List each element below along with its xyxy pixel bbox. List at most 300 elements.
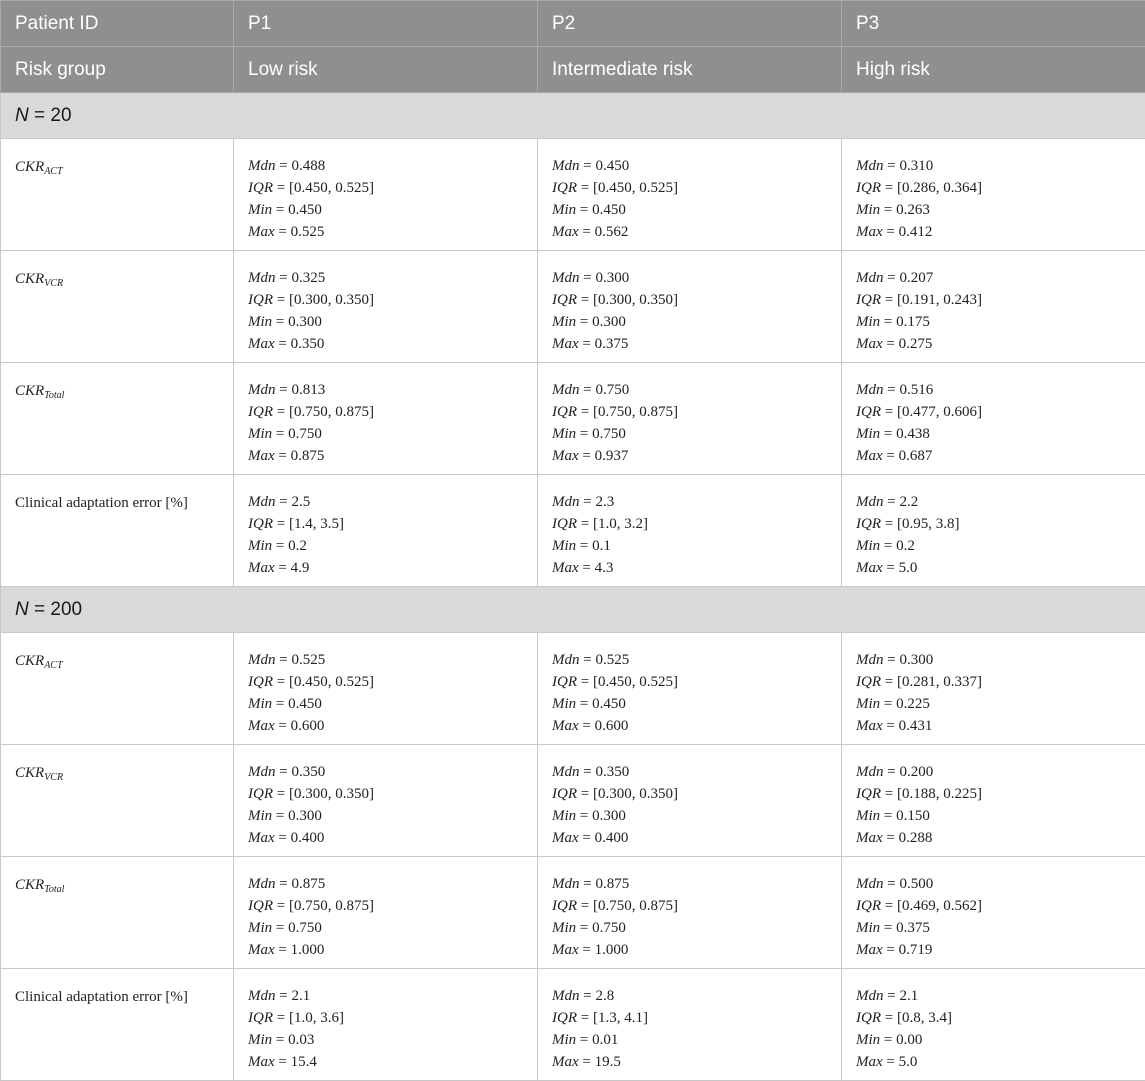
stat-value: = 0.500: [884, 876, 934, 892]
stat-max: [552, 827, 827, 849]
table-row: [1, 139, 1145, 251]
stat-max: [552, 557, 827, 579]
stat-key: Min: [856, 538, 880, 554]
stat-median: [552, 155, 827, 177]
stat-max: [552, 333, 827, 355]
stat-value: = 0.150: [880, 808, 930, 824]
table-header: [1, 1, 1145, 93]
stat-value: = 0.750: [576, 920, 626, 936]
stat-max: [248, 827, 523, 849]
stat-key: IQR: [856, 786, 881, 802]
stat-key: Max: [552, 224, 579, 240]
stat-value: = 0.288: [883, 830, 933, 846]
stat-value: = 1.000: [275, 942, 325, 958]
stat-min: [248, 535, 523, 557]
stat-key: Mdn: [856, 158, 884, 174]
stat-value: = 0.375: [579, 336, 629, 352]
stat-key: IQR: [248, 674, 273, 690]
stat-key: IQR: [856, 1010, 881, 1026]
stat-key: IQR: [552, 786, 577, 802]
stat-key: Min: [248, 314, 272, 330]
stat-iqr: [248, 401, 523, 423]
stat-min: [248, 423, 523, 445]
stat-value: = [0.281, 0.337]: [881, 674, 982, 690]
stat-value: = 0.2: [880, 538, 915, 554]
stat-value: = [0.750, 0.875]: [273, 404, 374, 420]
stat-value: = [0.95, 3.8]: [881, 516, 959, 532]
stat-value: = 1.000: [579, 942, 629, 958]
stat-value: = 0.450: [576, 696, 626, 712]
stat-min: [856, 805, 1131, 827]
stat-value: = 0.488: [276, 158, 326, 174]
stat-median: [552, 761, 827, 783]
stat-value: = [0.8, 3.4]: [881, 1010, 952, 1026]
stat-key: Min: [552, 696, 576, 712]
stat-value: = 0.516: [884, 382, 934, 398]
stat-cell: [842, 251, 1145, 363]
stat-value: = 0.325: [276, 270, 326, 286]
table-row: [1, 745, 1145, 857]
stat-key: IQR: [552, 516, 577, 532]
stat-cell: [842, 139, 1145, 251]
stat-median: [248, 761, 523, 783]
stat-cell: [842, 857, 1145, 969]
stat-value: = [0.450, 0.525]: [273, 674, 374, 690]
header-cell: Intermediate risk: [538, 47, 842, 93]
stat-cell: [538, 857, 842, 969]
stat-cell: [538, 251, 842, 363]
stat-iqr: [248, 177, 523, 199]
stat-max: [552, 445, 827, 467]
stat-key: Mdn: [552, 652, 580, 668]
stat-max: [248, 557, 523, 579]
stat-key: Min: [552, 314, 576, 330]
stat-median: [856, 491, 1131, 513]
stat-key: Max: [248, 830, 275, 846]
stat-value: = 4.3: [579, 560, 614, 576]
stat-median: [856, 379, 1131, 401]
stat-min: [552, 535, 827, 557]
stat-key: Min: [552, 920, 576, 936]
stat-key: IQR: [552, 292, 577, 308]
stat-key: Max: [248, 336, 275, 352]
stat-value: = [0.286, 0.364]: [881, 180, 982, 196]
stat-cell: [234, 745, 538, 857]
stat-key: Mdn: [248, 988, 276, 1004]
stat-key: Min: [248, 538, 272, 554]
stat-value: = 0.300: [272, 808, 322, 824]
stat-key: Mdn: [248, 382, 276, 398]
stat-value: = 0.200: [884, 764, 934, 780]
stat-key: IQR: [856, 674, 881, 690]
stat-key: Max: [248, 942, 275, 958]
stat-iqr: [248, 1007, 523, 1029]
group-label: [1, 587, 1145, 633]
stat-value: = [1.0, 3.6]: [273, 1010, 344, 1026]
stat-value: = 0.400: [275, 830, 325, 846]
stat-key: Max: [248, 718, 275, 734]
stat-min: [856, 693, 1131, 715]
stat-cell: [842, 475, 1145, 587]
stat-median: [248, 155, 523, 177]
stat-value: = [0.450, 0.525]: [577, 180, 678, 196]
stat-cell: [538, 475, 842, 587]
header-row-patient-id: [1, 1, 1145, 47]
stat-cell: [538, 363, 842, 475]
stat-median: [856, 649, 1131, 671]
stat-key: Mdn: [248, 158, 276, 174]
stat-value: = 0.300: [272, 314, 322, 330]
group-header-row: [1, 587, 1145, 633]
stat-key: Min: [856, 808, 880, 824]
stat-value: = 0.300: [576, 314, 626, 330]
stat-key: Max: [248, 448, 275, 464]
stat-key: IQR: [856, 898, 881, 914]
stat-key: Min: [552, 1032, 576, 1048]
stat-value: = 0.450: [580, 158, 630, 174]
stat-key: Max: [552, 560, 579, 576]
stat-value: = 0.525: [276, 652, 326, 668]
header-row-risk-group: [1, 47, 1145, 93]
row-label: [1, 363, 234, 475]
stat-value: = [1.0, 3.2]: [577, 516, 648, 532]
stat-iqr: [856, 1007, 1131, 1029]
stat-value: = 2.1: [276, 988, 311, 1004]
stat-value: = 0.03: [272, 1032, 314, 1048]
stat-max: [552, 715, 827, 737]
stat-key: Max: [856, 336, 883, 352]
row-label-subscript: VCR: [44, 278, 63, 289]
stat-key: Max: [856, 448, 883, 464]
stat-value: = 4.9: [275, 560, 310, 576]
stat-iqr: [552, 513, 827, 535]
stat-max: [248, 939, 523, 961]
stat-min: [856, 1029, 1131, 1051]
stat-value: = 0.750: [580, 382, 630, 398]
row-label: [1, 475, 234, 587]
stat-max: [248, 445, 523, 467]
stat-iqr: [552, 783, 827, 805]
stat-value: = 0.350: [276, 764, 326, 780]
stat-iqr: [552, 401, 827, 423]
stat-value: = 0.412: [883, 224, 933, 240]
stat-key: Mdn: [856, 876, 884, 892]
row-label-text: Clinical adaptation error [%]: [15, 495, 188, 511]
stat-iqr: [248, 671, 523, 693]
stat-max: [856, 715, 1131, 737]
stat-min: [248, 805, 523, 827]
stat-iqr: [856, 671, 1131, 693]
row-label: [1, 139, 234, 251]
stat-cell: [842, 745, 1145, 857]
row-label: [1, 969, 234, 1081]
stat-key: IQR: [248, 404, 273, 420]
stat-max: [552, 221, 827, 243]
stat-median: [856, 155, 1131, 177]
stat-value: = [1.3, 4.1]: [577, 1010, 648, 1026]
stat-value: = 0.750: [576, 426, 626, 442]
stat-iqr: [856, 401, 1131, 423]
stat-median: [552, 985, 827, 1007]
stat-key: IQR: [248, 786, 273, 802]
stat-value: = 0.300: [576, 808, 626, 824]
stat-value: = [1.4, 3.5]: [273, 516, 344, 532]
header-cell: Low risk: [234, 47, 538, 93]
stat-value: = [0.750, 0.875]: [273, 898, 374, 914]
stat-key: IQR: [248, 180, 273, 196]
stat-key: Max: [248, 560, 275, 576]
stat-iqr: [856, 895, 1131, 917]
stat-iqr: [552, 1007, 827, 1029]
stat-value: = 0.600: [579, 718, 629, 734]
stat-value: = 0.687: [883, 448, 933, 464]
stat-max: [552, 939, 827, 961]
stat-key: Mdn: [248, 652, 276, 668]
stat-key: Max: [856, 224, 883, 240]
stat-value: = 0.450: [272, 202, 322, 218]
stat-median: [248, 649, 523, 671]
stat-min: [856, 423, 1131, 445]
stat-key: Min: [248, 426, 272, 442]
stat-value: = [0.450, 0.525]: [273, 180, 374, 196]
stat-value: = 0.400: [579, 830, 629, 846]
group-header-row: [1, 93, 1145, 139]
table-row: [1, 857, 1145, 969]
stat-value: = [0.300, 0.350]: [577, 292, 678, 308]
row-label: [1, 857, 234, 969]
stat-cell: [234, 363, 538, 475]
stat-cell: [538, 139, 842, 251]
stat-min: [248, 1029, 523, 1051]
stat-key: Min: [856, 202, 880, 218]
stat-iqr: [552, 895, 827, 917]
stat-key: Mdn: [552, 494, 580, 510]
stat-min: [248, 693, 523, 715]
stat-key: Min: [856, 920, 880, 936]
stat-key: IQR: [248, 1010, 273, 1026]
stat-median: [552, 649, 827, 671]
stat-key: Mdn: [856, 764, 884, 780]
stat-key: Max: [552, 336, 579, 352]
stat-value: = 0.875: [275, 448, 325, 464]
stat-value: = 0.263: [880, 202, 930, 218]
stat-key: IQR: [856, 180, 881, 196]
stat-value: = 0.175: [880, 314, 930, 330]
stat-cell: [842, 633, 1145, 745]
stat-key: Max: [856, 1054, 883, 1070]
row-label-subscript: ACT: [44, 166, 62, 177]
stat-median: [856, 761, 1131, 783]
stat-key: IQR: [552, 180, 577, 196]
stat-value: = 0.300: [580, 270, 630, 286]
stat-min: [552, 423, 827, 445]
stat-key: Max: [552, 448, 579, 464]
stat-cell: [842, 969, 1145, 1081]
stat-value: = [0.191, 0.243]: [881, 292, 982, 308]
stat-value: = [0.300, 0.350]: [273, 292, 374, 308]
stat-key: Min: [552, 426, 576, 442]
stat-cell: [234, 139, 538, 251]
stat-cell: [538, 745, 842, 857]
stat-value: = [0.750, 0.875]: [577, 898, 678, 914]
group-n-value: = 20: [34, 105, 72, 126]
header-cell: P3: [842, 1, 1145, 47]
stat-value: = 0.750: [272, 920, 322, 936]
stat-value: = 0.719: [883, 942, 933, 958]
stat-key: IQR: [552, 898, 577, 914]
group-label: [1, 93, 1145, 139]
stat-iqr: [248, 513, 523, 535]
stat-median: [856, 873, 1131, 895]
stat-iqr: [856, 177, 1131, 199]
stat-max: [856, 557, 1131, 579]
stat-key: Max: [856, 718, 883, 734]
stat-value: = 0.450: [272, 696, 322, 712]
stat-key: Min: [856, 314, 880, 330]
stat-iqr: [552, 671, 827, 693]
stat-value: = 0.350: [580, 764, 630, 780]
stat-key: Mdn: [248, 270, 276, 286]
stat-key: Mdn: [552, 988, 580, 1004]
group-n-label: N: [15, 599, 29, 620]
stat-key: Min: [552, 538, 576, 554]
group-n-value: = 200: [34, 599, 82, 620]
stat-value: = 5.0: [883, 560, 918, 576]
row-label-base: CKR: [15, 765, 44, 781]
stat-key: Max: [552, 942, 579, 958]
stat-cell: [234, 475, 538, 587]
stat-max: [856, 1051, 1131, 1073]
stat-value: = 0.600: [275, 718, 325, 734]
stat-value: = 0.525: [275, 224, 325, 240]
stat-value: = 0.225: [880, 696, 930, 712]
table-row: [1, 251, 1145, 363]
stat-median: [248, 379, 523, 401]
stat-value: = 2.8: [580, 988, 615, 1004]
stat-value: = 0.937: [579, 448, 629, 464]
stat-min: [856, 917, 1131, 939]
stat-value: = 0.750: [272, 426, 322, 442]
stat-key: IQR: [248, 292, 273, 308]
stat-cell: [538, 969, 842, 1081]
stat-key: Min: [248, 1032, 272, 1048]
stat-key: Max: [248, 224, 275, 240]
header-cell: Patient ID: [1, 1, 234, 47]
stat-cell: [234, 633, 538, 745]
stat-key: Max: [552, 1054, 579, 1070]
stat-max: [248, 1051, 523, 1073]
row-label-subscript: Total: [44, 884, 64, 895]
stat-key: Min: [856, 696, 880, 712]
stat-value: = 0.431: [883, 718, 933, 734]
stat-max: [856, 827, 1131, 849]
stat-key: Min: [248, 920, 272, 936]
stat-value: = 2.2: [884, 494, 919, 510]
stat-value: = 0.207: [884, 270, 934, 286]
stat-key: Mdn: [856, 270, 884, 286]
stat-key: Min: [856, 1032, 880, 1048]
table-body: [1, 93, 1145, 1081]
row-label-base: CKR: [15, 383, 44, 399]
stat-iqr: [552, 177, 827, 199]
stat-key: Min: [552, 202, 576, 218]
stat-key: IQR: [248, 516, 273, 532]
row-label-base: CKR: [15, 159, 44, 175]
stat-value: = 0.525: [580, 652, 630, 668]
stat-min: [552, 1029, 827, 1051]
stat-value: = 0.300: [884, 652, 934, 668]
stat-iqr: [552, 289, 827, 311]
stat-key: Mdn: [552, 876, 580, 892]
stat-min: [552, 311, 827, 333]
stat-value: = 2.5: [276, 494, 311, 510]
stat-median: [248, 267, 523, 289]
stat-value: = 0.875: [276, 876, 326, 892]
stat-cell: [234, 857, 538, 969]
stat-max: [248, 715, 523, 737]
stat-min: [248, 311, 523, 333]
stat-value: = 0.01: [576, 1032, 618, 1048]
row-label: [1, 633, 234, 745]
stat-value: = 0.275: [883, 336, 933, 352]
stat-value: = 0.310: [884, 158, 934, 174]
stat-key: IQR: [552, 1010, 577, 1026]
table-row: [1, 969, 1145, 1081]
stat-value: = 5.0: [883, 1054, 918, 1070]
stat-key: Mdn: [552, 764, 580, 780]
stat-key: Min: [248, 696, 272, 712]
stat-value: = [0.750, 0.875]: [577, 404, 678, 420]
stat-value: = 0.2: [272, 538, 307, 554]
stat-value: = 2.1: [884, 988, 919, 1004]
stat-iqr: [856, 289, 1131, 311]
stat-key: IQR: [552, 674, 577, 690]
stat-key: Max: [552, 830, 579, 846]
row-label-base: CKR: [15, 653, 44, 669]
stat-min: [856, 535, 1131, 557]
stat-value: = 0.00: [880, 1032, 922, 1048]
stat-min: [248, 199, 523, 221]
stat-iqr: [248, 895, 523, 917]
stat-max: [856, 445, 1131, 467]
table-row: [1, 633, 1145, 745]
header-cell: Risk group: [1, 47, 234, 93]
stat-key: Mdn: [856, 494, 884, 510]
stat-value: = [0.477, 0.606]: [881, 404, 982, 420]
stat-cell: [234, 969, 538, 1081]
stat-median: [248, 873, 523, 895]
table-row: [1, 475, 1145, 587]
stat-value: = 0.350: [275, 336, 325, 352]
stat-key: Mdn: [856, 382, 884, 398]
stat-min: [856, 311, 1131, 333]
stat-max: [248, 333, 523, 355]
stat-iqr: [856, 783, 1131, 805]
stat-value: = [0.469, 0.562]: [881, 898, 982, 914]
stat-key: Mdn: [552, 158, 580, 174]
stat-median: [552, 267, 827, 289]
stat-key: Max: [248, 1054, 275, 1070]
stat-value: = 2.3: [580, 494, 615, 510]
stat-max: [856, 333, 1131, 355]
stat-max: [248, 221, 523, 243]
stat-key: IQR: [248, 898, 273, 914]
stat-median: [552, 873, 827, 895]
stat-min: [552, 917, 827, 939]
stat-min: [552, 693, 827, 715]
stat-max: [856, 939, 1131, 961]
stat-iqr: [248, 783, 523, 805]
